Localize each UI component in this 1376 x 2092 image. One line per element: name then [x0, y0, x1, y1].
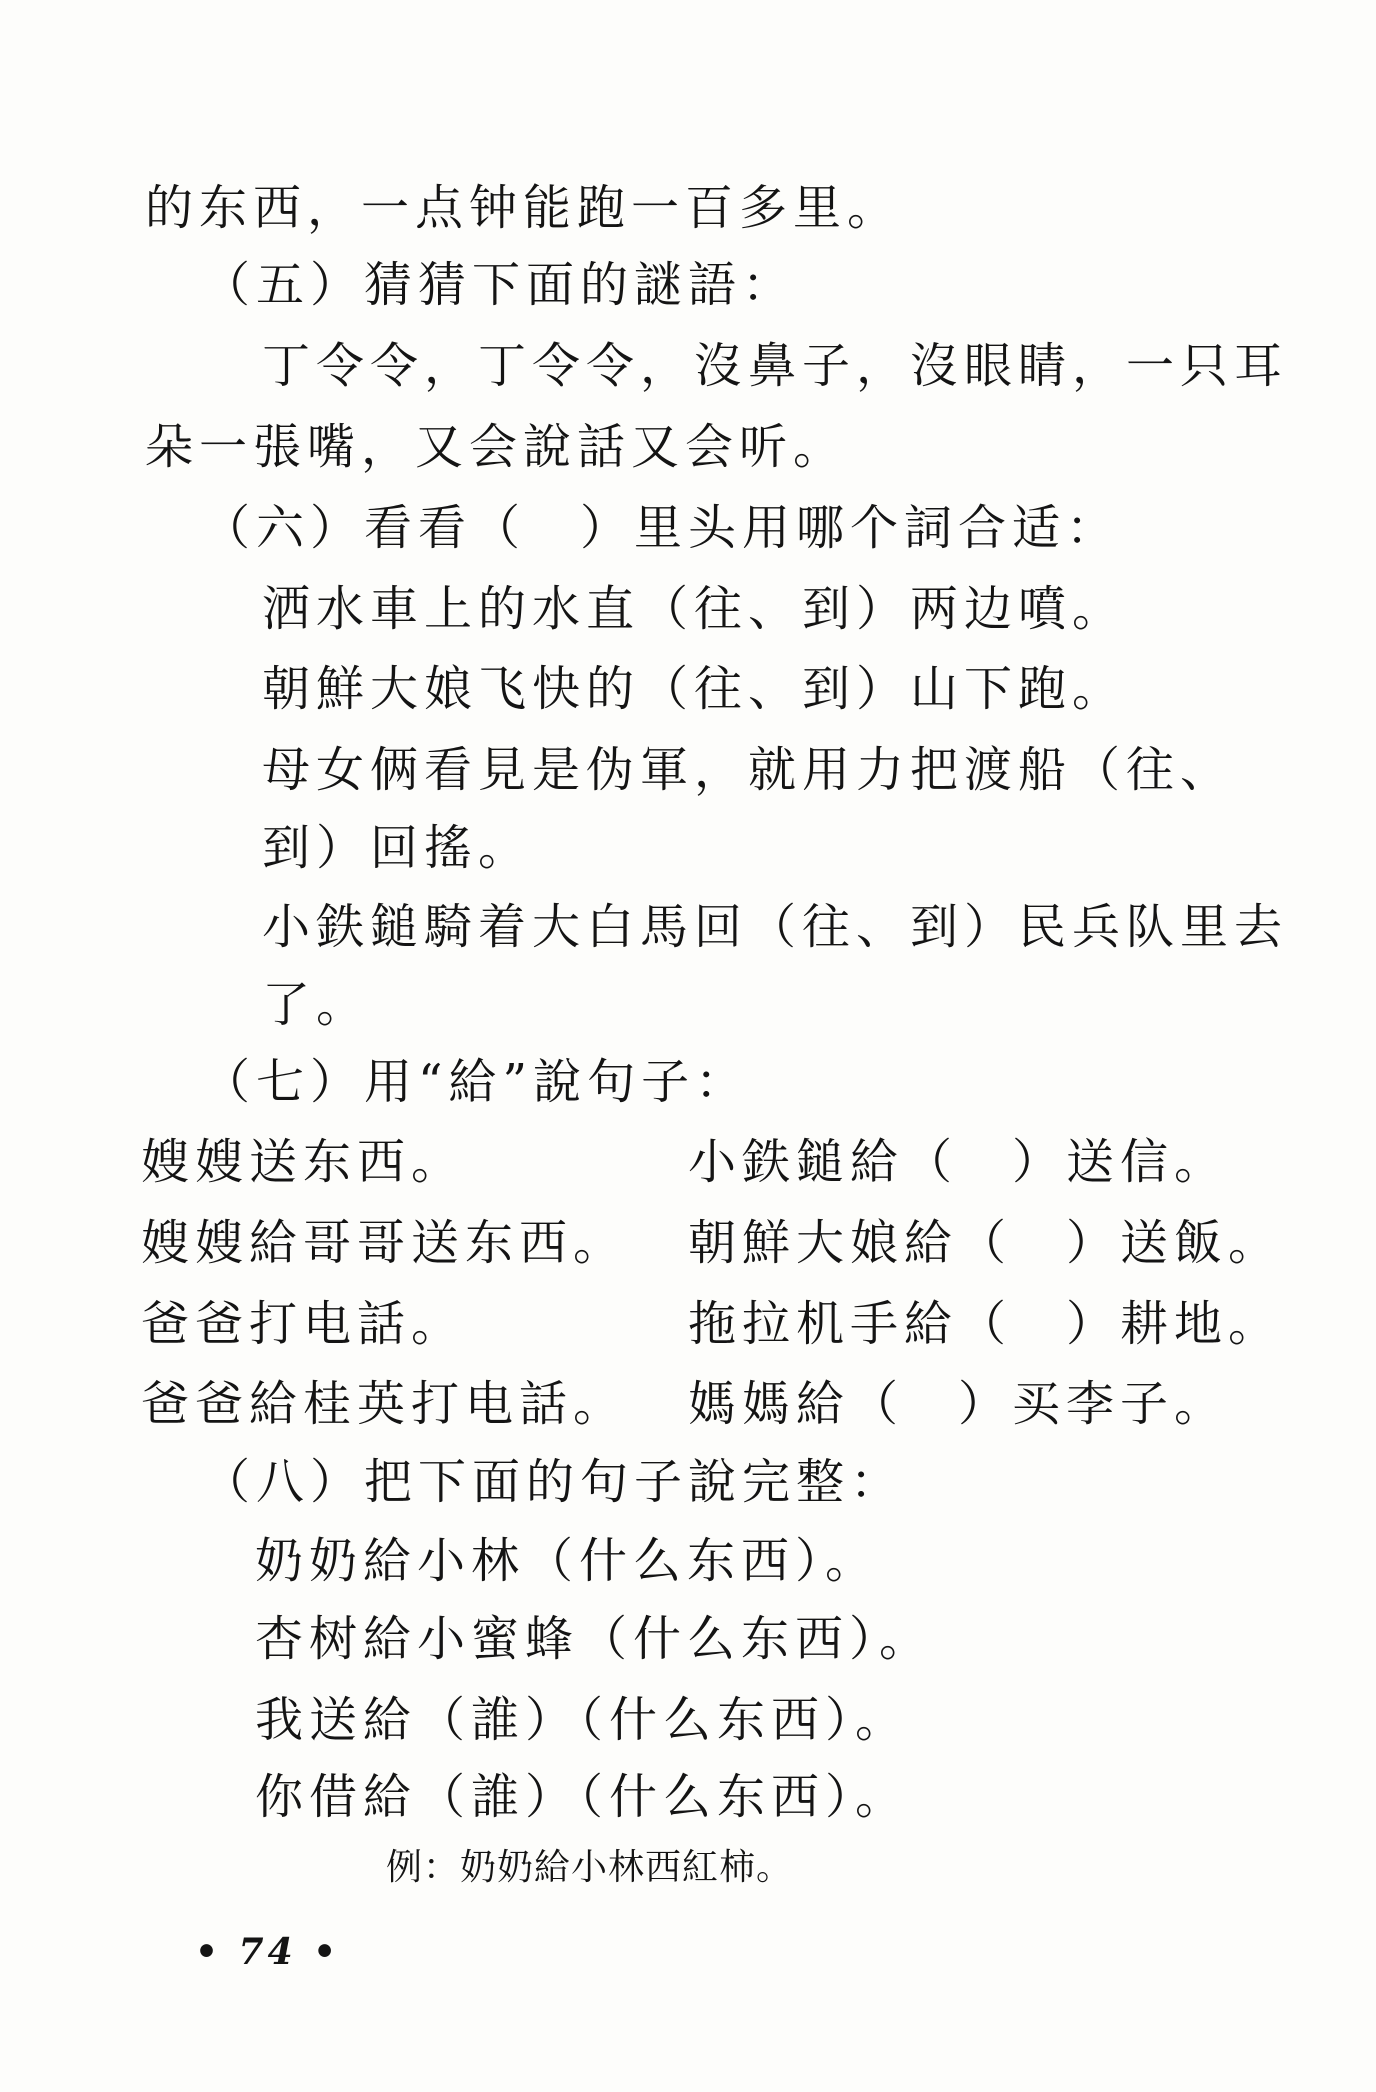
riddle-line-2: 朵一張嘴，又会說話又会听。 [145, 419, 848, 475]
exercise-line: 母女俩看見是伪軍，就用力把渡船（往、 [262, 742, 1235, 798]
completion-line: 我送給（誰）（什么东西）。 [255, 1692, 910, 1748]
exercise-line: 到）回搖。 [262, 820, 533, 876]
section-5-heading: （五）猜猜下面的謎語： [202, 257, 797, 313]
sentence-example-left: 爸爸打电話。 [141, 1296, 466, 1352]
section-7-heading: （七）用“給”說句子： [202, 1054, 750, 1110]
example-note: 例：奶奶給小林西紅柿。 [386, 1847, 794, 1888]
exercise-line: 洒水車上的水直（往、到）两边噴。 [262, 581, 1127, 637]
sentence-exercise-right: 朝鮮大娘給（ ）送飯。 [688, 1215, 1283, 1271]
exercise-line: 朝鮮大娘飞快的（往、到）山下跑。 [262, 661, 1127, 717]
completion-line: 你借給（誰）（什么东西）。 [255, 1769, 910, 1825]
completion-line: 奶奶給小林（什么东西）。 [255, 1533, 880, 1589]
page-number: • 74 • [195, 1931, 341, 1973]
completion-line: 杏树給小蜜蜂（什么东西）。 [255, 1611, 934, 1667]
sentence-exercise-right: 拖拉机手給（ ）耕地。 [688, 1296, 1283, 1352]
exercise-line: 了。 [262, 977, 371, 1033]
riddle-line-1: 丁令令，丁令令，沒鼻子，沒眼睛，一只耳 [262, 338, 1289, 394]
exercise-line: 小鉄鎚騎着大白馬回（往、到）民兵队里去 [262, 899, 1289, 955]
sentence-example-left: 嫂嫂送东西。 [141, 1134, 466, 1190]
sentence-example-left: 嫂嫂給哥哥送东西。 [141, 1215, 628, 1271]
continuation-line: 的东西，一点钟能跑一百多里。 [145, 180, 902, 236]
sentence-exercise-right: 媽媽給（ ）买李子。 [688, 1376, 1229, 1432]
section-6-heading: （六）看看（ ）里头用哪个詞合适： [202, 500, 1121, 556]
sentence-exercise-right: 小鉄鎚給（ ）送信。 [688, 1134, 1229, 1190]
section-8-heading: （八）把下面的句子說完整： [202, 1454, 905, 1510]
sentence-example-left: 爸爸給桂英打电話。 [141, 1376, 628, 1432]
